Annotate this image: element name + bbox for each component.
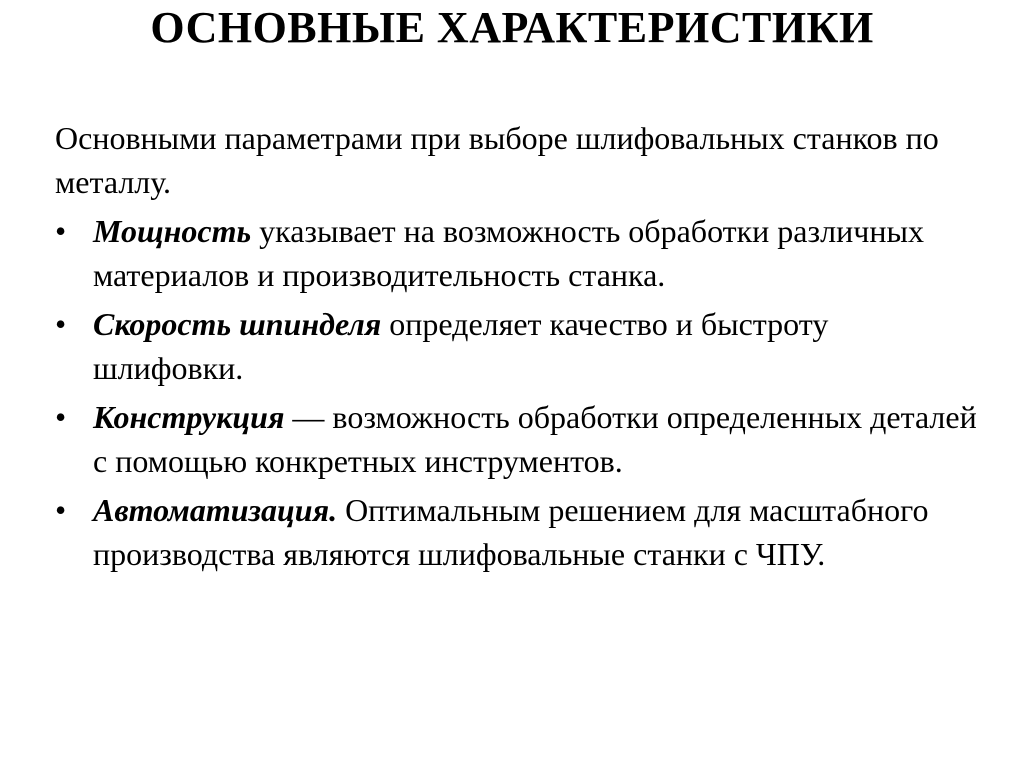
bullet-icon: • [55,306,67,342]
bullet-icon: • [55,213,67,249]
bullet-text: — возможность обработки определенных деталей с помощью конкретных инструментов. [93,399,977,479]
intro-paragraph: Основными параметрами при выборе шлифовальных станков по металлу. [55,120,939,200]
bullet-term: Скорость шпинделя [93,306,382,342]
bullet-term: Автоматизация. [93,492,338,528]
slide-content [55,116,985,581]
bullet-icon: • [55,492,67,528]
bullet-text: Оптимальным решением для масштабного производства являются шлифовальные станки с ЧПУ. [93,492,929,572]
slide-title: ОСНОВНЫЕ ХАРАКТЕРИСТИКИ [150,3,874,52]
bullet-text: указывает на возможность обработки различных материалов и производительность станка. [93,213,924,293]
bullet-term: Мощность [93,213,252,249]
bullet-list [55,209,985,576]
bullet-text: определяет качество и быстроту шлифовки. [93,306,829,386]
bullet-term: Конструкция [93,399,285,435]
bullet-item-automation [55,488,985,576]
bullet-item-spindle-speed [55,302,985,390]
bullet-icon: • [55,399,67,435]
bullet-item-power [55,209,985,297]
bullet-item-construction [55,395,985,483]
